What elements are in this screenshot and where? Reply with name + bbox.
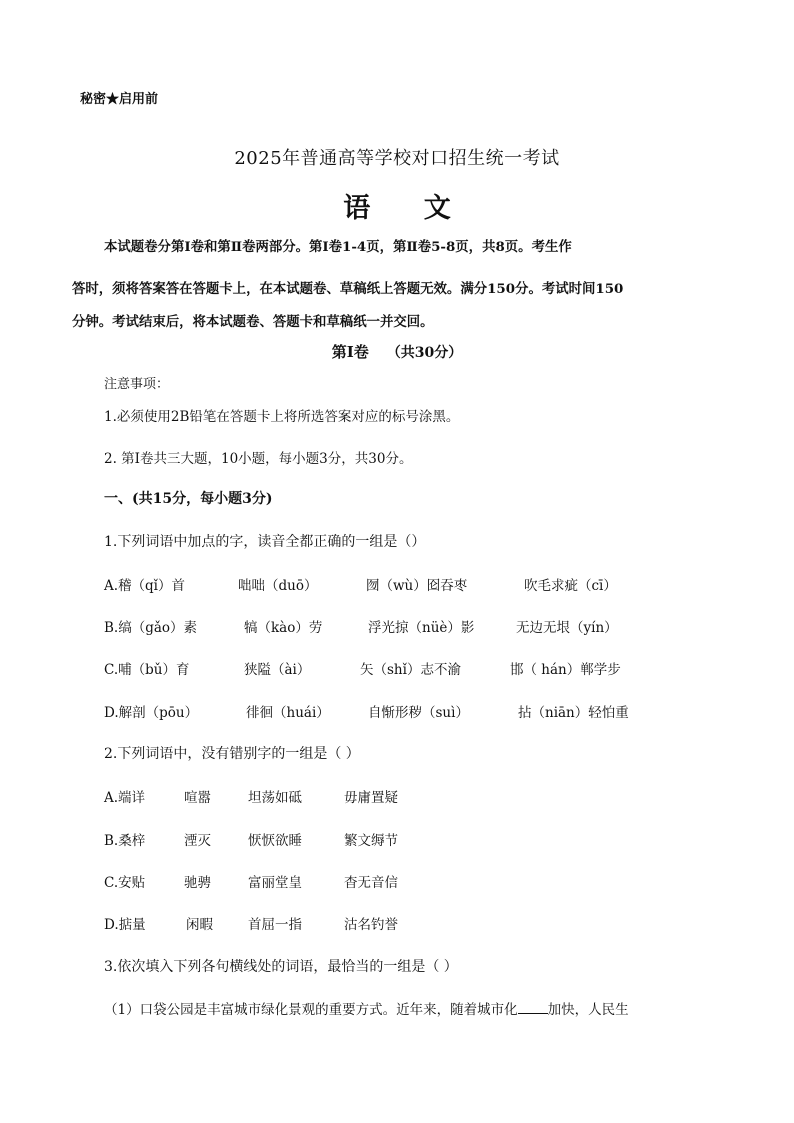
notice-item: 2. 第Ⅰ卷共三大题，10小题，每小题3分，共30分。 bbox=[104, 451, 413, 467]
option-item: 无边无垠（yín） bbox=[516, 620, 618, 636]
notice-item: 1.必须使用2B铅笔在答题卡上将所选答案对应的标号涂黑。 bbox=[104, 409, 460, 425]
option-item: 浮光掠（nüè）影 bbox=[368, 620, 475, 636]
option-row bbox=[104, 786, 724, 806]
notice-title: 注意事项： bbox=[104, 377, 170, 392]
section-title: 第Ⅰ卷 bbox=[331, 343, 369, 361]
option-row bbox=[104, 701, 724, 721]
option-item: A.端详 bbox=[104, 790, 146, 806]
subject-title: 语 文 bbox=[343, 193, 473, 224]
option-item: 矢（shǐ）志不渝 bbox=[360, 662, 461, 678]
part-heading: 一、(共15分，每小题3分) bbox=[104, 491, 273, 507]
intro-line-2: 答时，须将答案答在答题卡上，在本试题卷、草稿纸上答题无效。满分150分。考试时间150 bbox=[72, 281, 624, 297]
exam-title: 2025年普通高等学校对口招生统一考试 bbox=[234, 148, 560, 169]
option-row bbox=[104, 871, 724, 891]
option-item: 沽名钓誉 bbox=[344, 917, 398, 933]
intro-line-1: 本试题卷分第Ⅰ卷和第Ⅱ卷两部分。第Ⅰ卷1-4页，第Ⅱ卷5-8页，共8页。考生作 bbox=[104, 239, 572, 255]
option-item: 首屈一指 bbox=[248, 917, 302, 933]
option-item: 毋庸置疑 bbox=[344, 790, 398, 806]
option-item: 富丽堂皇 bbox=[248, 875, 302, 891]
option-row bbox=[104, 913, 724, 933]
option-row bbox=[104, 829, 724, 849]
option-item: 徘徊（huái） bbox=[246, 705, 330, 721]
line-text: 加快，人民生 bbox=[547, 1002, 629, 1018]
question-line bbox=[104, 998, 629, 1018]
option-item: 繁文缛节 bbox=[344, 833, 398, 849]
intro-line-3: 分钟。考试结束后，将本试题卷、答题卡和草稿纸一并交回。 bbox=[72, 314, 434, 330]
option-item: D.掂量 bbox=[104, 917, 146, 933]
option-item: C.哺（bǔ）育 bbox=[104, 662, 190, 678]
option-item: 驰骋 bbox=[184, 875, 211, 891]
option-row bbox=[104, 616, 724, 636]
option-item: 坦荡如砥 bbox=[248, 790, 302, 806]
line-text: （1）口袋公园是丰富城市绿化景观的重要方式。近年来，随着城市化 bbox=[104, 1002, 518, 1018]
option-item: B.缟（gǎo）素 bbox=[104, 620, 198, 636]
option-row bbox=[104, 658, 724, 678]
option-item: 自惭形秽（suì） bbox=[368, 705, 469, 721]
option-item: 囫（wù）囵吞枣 bbox=[366, 578, 468, 594]
option-item: 湮灭 bbox=[184, 833, 211, 849]
section-heading bbox=[0, 341, 794, 362]
option-item: D.解剖（pōu） bbox=[104, 705, 199, 721]
option-item: C.安贴 bbox=[104, 875, 146, 891]
option-item: 拈（niān）轻怕重 bbox=[518, 705, 629, 721]
option-item: 闲暇 bbox=[186, 917, 213, 933]
question-stem: 2.下列词语中，没有错别字的一组是（ ） bbox=[104, 746, 360, 762]
option-item: A.稽（qǐ）首 bbox=[104, 578, 185, 594]
fill-blank bbox=[518, 1001, 548, 1014]
option-item: B.桑梓 bbox=[104, 833, 146, 849]
option-item: 杳无音信 bbox=[344, 875, 398, 891]
option-item: 狭隘（ài） bbox=[244, 662, 311, 678]
question-stem: 3.依次填入下列各句横线处的词语，最恰当的一组是（ ） bbox=[104, 959, 458, 975]
secret-label: 秘密★启用前 bbox=[80, 92, 159, 107]
option-row bbox=[104, 574, 724, 594]
option-item: 犒（kào）劳 bbox=[244, 620, 323, 636]
option-item: 吹毛求疵（cī） bbox=[524, 578, 617, 594]
option-item: 咄咄（duō） bbox=[238, 578, 318, 594]
option-item: 邯（ hán）郸学步 bbox=[510, 662, 621, 678]
option-item: 恹恹欲睡 bbox=[248, 833, 302, 849]
option-item: 喧嚣 bbox=[184, 790, 211, 806]
section-score: （共30分） bbox=[386, 345, 463, 361]
question-stem: 1.下列词语中加点的字，读音全都正确的一组是（） bbox=[104, 534, 426, 550]
